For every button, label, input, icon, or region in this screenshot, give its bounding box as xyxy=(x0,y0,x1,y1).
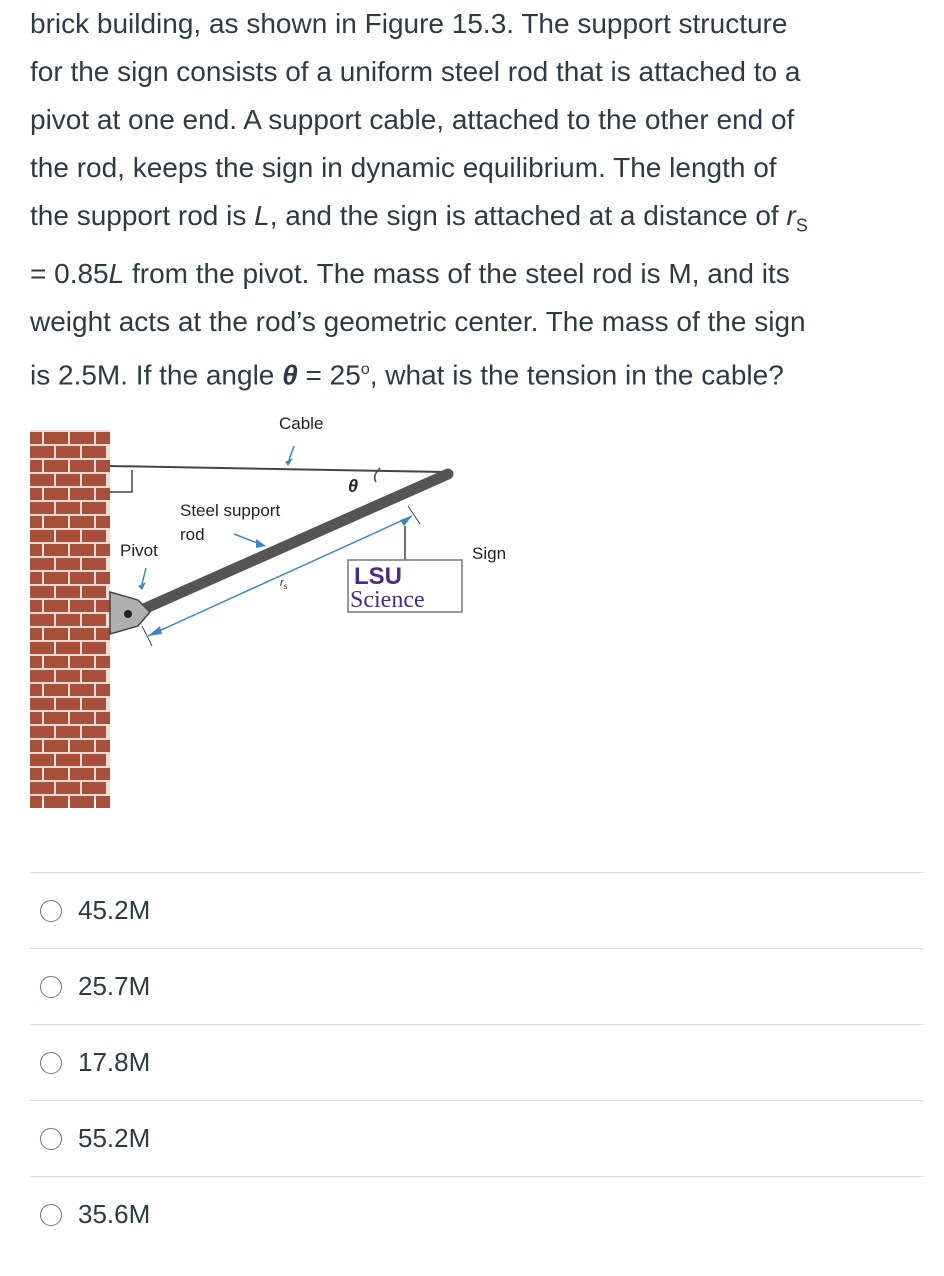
answer-label: 55.2M xyxy=(78,1123,151,1153)
brick xyxy=(30,474,54,486)
text-span: is 2.5M. If the angle xyxy=(30,358,283,390)
brick xyxy=(44,656,68,668)
support-cable xyxy=(110,466,446,472)
text-span: the support rod is xyxy=(30,200,255,231)
answer-label: 25.7M xyxy=(78,971,151,1001)
brick xyxy=(56,558,80,570)
question-text xyxy=(30,0,920,399)
brick xyxy=(82,586,106,598)
pivot-arrow xyxy=(142,568,146,584)
brick xyxy=(44,460,68,472)
pivot-label: Pivot xyxy=(120,541,158,560)
radio-button[interactable] xyxy=(40,976,62,998)
brick xyxy=(44,768,68,780)
brick xyxy=(44,628,68,640)
degree-symbol: o xyxy=(360,360,370,378)
var-r: r xyxy=(786,200,796,231)
sign-label: Sign xyxy=(472,544,507,563)
brick xyxy=(96,488,110,500)
brick xyxy=(70,740,94,752)
brick xyxy=(30,712,42,724)
brick xyxy=(56,502,80,514)
question-line: the rod, keeps the sign in dynamic equilibrium. The length of xyxy=(30,152,777,183)
text-span: , and the sign is attached at a distance of xyxy=(269,200,787,231)
rs-label: $r_s$ xyxy=(280,577,288,591)
brick xyxy=(96,712,110,724)
question-line xyxy=(30,250,920,298)
brick xyxy=(44,600,68,612)
brick xyxy=(82,474,106,486)
brick xyxy=(30,558,54,570)
brick xyxy=(30,782,54,794)
brick xyxy=(70,544,94,556)
var-L: L xyxy=(108,257,125,289)
brick xyxy=(44,740,68,752)
brick xyxy=(30,768,42,780)
brick xyxy=(70,768,94,780)
brick xyxy=(30,614,54,626)
answer-label: 17.8M xyxy=(78,1047,151,1077)
brick xyxy=(44,516,68,528)
brick xyxy=(30,726,54,738)
radio-button[interactable] xyxy=(40,1128,62,1150)
brick xyxy=(56,754,80,766)
brick xyxy=(96,768,110,780)
rod-label-2: rod xyxy=(180,525,205,544)
brick xyxy=(96,572,110,584)
brick-wall xyxy=(30,430,110,808)
brick xyxy=(56,782,80,794)
brick xyxy=(82,642,106,654)
brick xyxy=(30,796,42,808)
sign-science-text: Science xyxy=(350,587,425,613)
brick xyxy=(30,642,54,654)
brick xyxy=(30,460,42,472)
question-line xyxy=(30,346,920,399)
brick xyxy=(30,656,42,668)
brick xyxy=(30,754,54,766)
brick xyxy=(82,502,106,514)
brick xyxy=(96,628,110,640)
brick xyxy=(56,530,80,542)
brick xyxy=(70,516,94,528)
brick xyxy=(96,600,110,612)
brick xyxy=(30,516,42,528)
brick xyxy=(44,796,68,808)
answer-option[interactable] xyxy=(30,872,924,948)
question-line: brick building, as shown in Figure 15.3. The support structure xyxy=(30,8,788,39)
brick xyxy=(82,670,106,682)
brick xyxy=(70,600,94,612)
subscript-s: S xyxy=(795,215,808,236)
text-span: from the pivot. The mass of the steel rod is M, and its xyxy=(124,257,790,289)
brick xyxy=(96,796,110,808)
brick xyxy=(44,544,68,556)
brick xyxy=(56,670,80,682)
question-line: for the sign consists of a uniform steel rod that is attached to a xyxy=(30,56,801,87)
brick xyxy=(30,572,42,584)
brick xyxy=(30,600,42,612)
brick xyxy=(70,712,94,724)
question-line: pivot at one end. A support cable, attached to the other end of xyxy=(30,104,795,135)
brick xyxy=(30,628,42,640)
brick xyxy=(56,726,80,738)
pivot-pin xyxy=(124,610,132,618)
theta-label: θ xyxy=(348,476,359,496)
brick xyxy=(30,446,54,458)
brick xyxy=(30,586,54,598)
brick xyxy=(30,670,54,682)
brick xyxy=(44,488,68,500)
brick xyxy=(56,446,80,458)
brick xyxy=(70,628,94,640)
rod-label-1: Steel support xyxy=(180,501,281,520)
brick xyxy=(56,614,80,626)
brick xyxy=(30,684,42,696)
sign-lsu-text: LSU xyxy=(354,563,402,590)
answer-option[interactable] xyxy=(30,1100,924,1176)
theta-symbol: θ xyxy=(282,358,298,390)
brick xyxy=(70,656,94,668)
answer-option[interactable] xyxy=(30,1176,924,1252)
brick xyxy=(30,740,42,752)
text-span: = 0.85 xyxy=(30,257,109,289)
brick xyxy=(82,726,106,738)
radio-button[interactable] xyxy=(40,900,62,922)
brick xyxy=(96,740,110,752)
radio-button[interactable] xyxy=(40,1204,62,1226)
brick xyxy=(82,782,106,794)
brick xyxy=(44,712,68,724)
answer-option[interactable] xyxy=(30,948,924,1024)
figure-15-3 xyxy=(28,400,528,810)
answer-list xyxy=(30,872,924,1252)
brick xyxy=(44,572,68,584)
right-angle-marker xyxy=(110,470,132,492)
brick xyxy=(82,614,106,626)
brick xyxy=(30,698,54,710)
cable-arrow xyxy=(289,446,294,460)
question-line: weight acts at the rod’s geometric center. The mass of the sign xyxy=(30,305,806,337)
text-span: , what is the tension in the cable? xyxy=(369,358,784,390)
brick xyxy=(70,432,94,444)
brick xyxy=(82,754,106,766)
brick xyxy=(44,684,68,696)
brick xyxy=(56,474,80,486)
brick xyxy=(56,642,80,654)
brick xyxy=(82,530,106,542)
radio-button[interactable] xyxy=(40,1052,62,1074)
brick xyxy=(82,698,106,710)
brick xyxy=(56,586,80,598)
brick xyxy=(70,684,94,696)
brick xyxy=(30,488,42,500)
question-line xyxy=(30,192,920,250)
brick xyxy=(30,530,54,542)
brick xyxy=(96,516,110,528)
brick xyxy=(82,558,106,570)
brick xyxy=(96,544,110,556)
brick xyxy=(30,544,42,556)
brick xyxy=(82,446,106,458)
brick xyxy=(96,684,110,696)
cable-label: Cable xyxy=(279,414,324,433)
var-L: L xyxy=(254,200,270,231)
brick xyxy=(70,460,94,472)
brick xyxy=(30,432,42,444)
answer-label: 45.2M xyxy=(78,895,151,925)
brick xyxy=(70,796,94,808)
brick xyxy=(96,460,110,472)
text-span: = 25 xyxy=(297,358,361,390)
answer-option[interactable] xyxy=(30,1024,924,1100)
brick xyxy=(96,656,110,668)
brick xyxy=(70,488,94,500)
brick xyxy=(70,572,94,584)
answer-label: 35.6M xyxy=(78,1199,151,1229)
brick xyxy=(30,502,54,514)
brick xyxy=(44,432,68,444)
brick xyxy=(96,432,110,444)
brick xyxy=(56,698,80,710)
